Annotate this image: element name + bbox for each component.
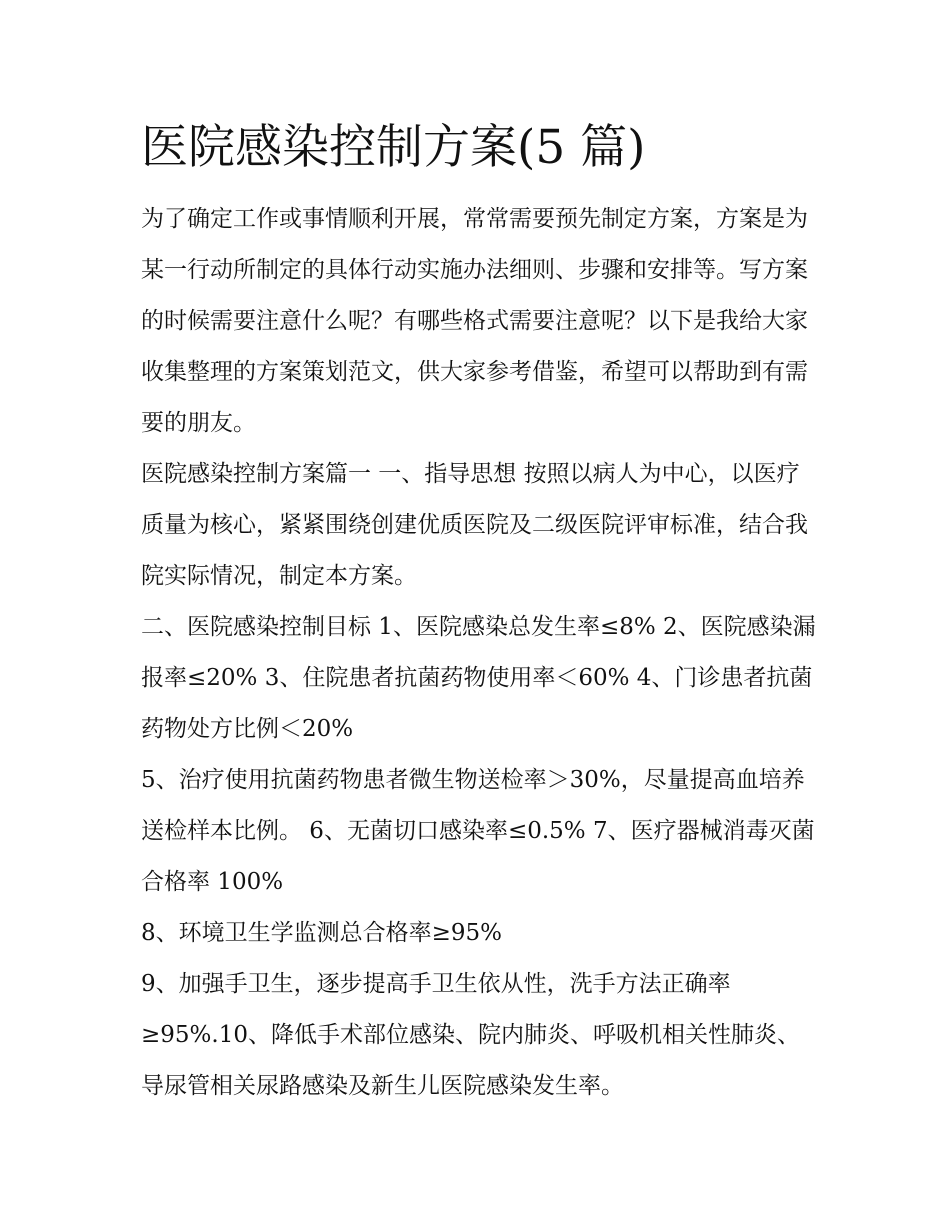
guiding-principles-paragraph: 医院感染控制方案篇一 一、指导思想 按照以病人为中心，以医疗质量为核心，紧紧围绕创建优质医院及二级医院评审标准，结合我院实际情况，制定本方案。	[141, 461, 808, 589]
intro-paragraph: 为了确定工作或事情顺利开展，常常需要预先制定方案，方案是为某一行动所制定的具体行动实施办法细则、步骤和安排等。写方案的时候需要注意什么呢？有哪些格式需要注意呢？以下是我给大家收集整理的方案策划范文，供大家参考借鉴，希望可以帮助到有需要的朋友。	[141, 206, 808, 436]
document-body	[141, 112, 821, 1112]
targets-5-7-paragraph: 5、治疗使用抗菌药物患者微生物送检率＞30%，尽量提高血培养送检样本比例。 6、无菌切口感染率≤0.5% 7、医疗器械消毒灭菌合格率 100%	[141, 767, 815, 895]
page-title: 医院感染控制方案(5 篇)	[141, 120, 646, 175]
target-8-paragraph: 8、环境卫生学监测总合格率≥95%	[141, 920, 503, 946]
control-targets-paragraph: 二、医院感染控制目标 1、医院感染总发生率≤8% 2、医院感染漏报率≤20% 3、住院患者抗菌药物使用率＜60% 4、门诊患者抗菌药物处方比例＜20%	[141, 614, 816, 742]
targets-9-10-paragraph: 9、加强手卫生，逐步提高手卫生依从性，洗手方法正确率≥95%.10、降低手术部位感染、院内肺炎、呼吸机相关性肺炎、导尿管相关尿路感染及新生儿医院感染发生率。	[141, 971, 800, 1099]
